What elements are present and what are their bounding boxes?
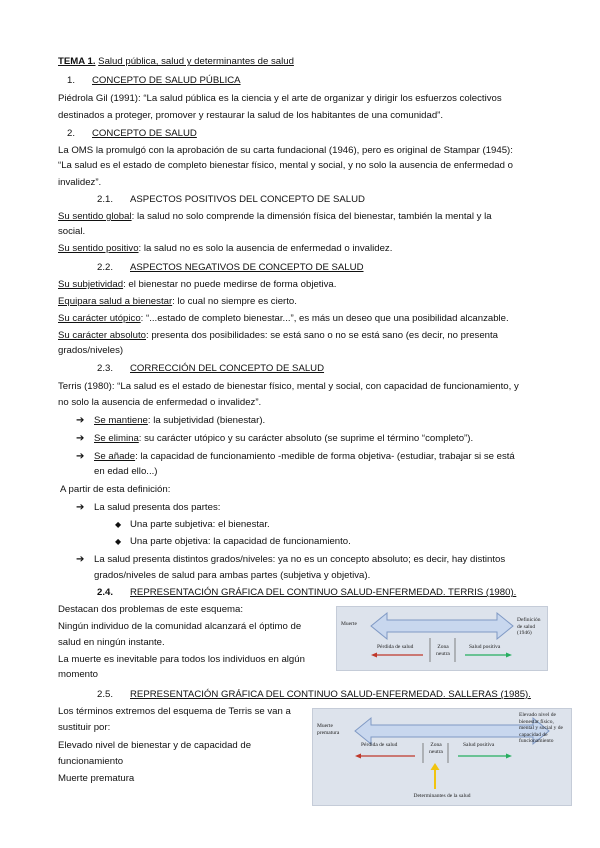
arrow-bullet-icon: ➔ [76,502,85,513]
fig1-loss-label: Pérdida de salud [377,644,414,650]
arrow-bullet-icon: ➔ [76,415,85,426]
utopian [58,313,509,325]
s2-para-line2: “La salud es el estado de completo bienestar físico, mental y social, y no solo la ausencia de enfermedad o [58,160,513,171]
s24-para-intro: Destacan dos problemas de este esquema: [58,604,244,615]
s1-heading: CONCEPTO DE SALUD PÚBLICA [92,75,241,86]
global-sense-label: Su sentido global [58,211,132,222]
s21-number: 2.1. [97,194,114,205]
subjectivity-text: : el bienestar no puede medirse de forma objetiva. [123,279,337,290]
s25-para-line2: sustituir por: [58,722,111,733]
s23-heading: CORRECCIÓN DEL CONCEPTO DE SALUD [130,363,325,374]
arrow-bullet-icon: ➔ [76,451,85,462]
terris-line2: no solo la ausencia de enfermedad o invalidez”. [58,397,262,408]
two-parts: La salud presenta dos partes: [94,502,221,513]
title-text: Salud pública, salud y determinantes de salud [98,56,294,67]
utopian-text: : “...estado de completo bienestar...”, es más un deseo que una posibilidad alcanzable. [140,313,509,324]
s22-heading: ASPECTOS NEGATIVOS DE CONCEPTO DE SALUD [130,262,364,273]
positive-health-arrowhead [506,653,512,658]
from-definition: A partir de esta definición: [60,484,171,495]
diamond-bullet-icon: ◆ [115,520,122,529]
utopian-label: Su carácter utópico [58,313,141,324]
arrow-bullet-icon: ➔ [76,433,85,444]
s24-number: 2.4. [97,587,114,598]
positive-sense-text: : la salud no es solo la ausencia de enfermedad o invalidez. [138,243,393,254]
s25-term2: Muerte prematura [58,773,135,784]
health-loss-arrowhead [371,653,377,658]
s24-problem1-line1: Ningún individuo de la comunidad alcanzará el óptimo de [58,621,302,632]
s2-number: 2. [67,128,76,139]
s22-number: 2.2. [97,262,114,273]
positive-sense [58,243,392,255]
subjectivity-label: Su subjetividad [58,279,124,290]
diamond-bullet-icon: ◆ [115,537,122,546]
fig2-determinants-label: Determinantes de la salud [413,793,471,799]
absolute-line1 [58,330,498,342]
doc-title [58,56,294,68]
s1-para-line1: Piédrola Gil (1991): “La salud pública es la ciencia y el arte de organizar y dirigir los esfuerzos colectivos [58,93,502,104]
maintained-text: : la subjetividad (bienestar). [147,415,266,426]
added-label: Se añade [94,451,136,462]
fig1-left-label: Muerte [341,621,357,627]
eliminated-label: Se elimina [94,433,139,444]
equates-health-text: : lo cual no siempre es cierto. [172,296,297,307]
global-sense-text: : la salud no solo comprende la dimensión física del bienestar, también la mental y la [131,211,492,222]
absolute-label: Su carácter absoluto [58,330,146,341]
health-loss-arrowhead [355,754,361,759]
eliminated-text: : su carácter utópico y su carácter absoluto (se suprime el término “completo”). [138,433,474,444]
fig1-neutral-label: Zona neutra [436,644,450,657]
fig2-health-label: Salud positiva [463,742,495,748]
global-sense-line1 [58,211,492,223]
subjectivity [58,279,336,291]
grades-line1: La salud presenta distintos grados/niveles: ya no es un concepto absoluto; es decir, hay distintos [94,554,506,565]
fig2-neutral-label: Zona neutra [429,742,443,755]
part-objective: Una parte objetiva: la capacidad de funcionamiento. [130,536,351,547]
terris-line1: Terris (1980): “La salud es el estado de bienestar físico, mental y social, con capacidad de funcionamiento, y [58,381,519,392]
double-arrow-shape [371,613,513,639]
equates-health-label: Equipara salud a bienestar [58,296,173,307]
s24-problem2-line2: momento [58,669,98,680]
added-line2: en edad ello...) [94,466,158,477]
s25-term1-line1: Elevado nivel de bienestar y de capacidad de [58,740,252,751]
s24-problem2-line1: La muerte es inevitable para todos los individuos en algún [58,654,305,665]
part-subjective: Una parte subjetiva: el bienestar. [130,519,270,530]
eliminated [94,433,473,445]
fig1-health-label: Salud positiva [469,644,501,650]
title-number: TEMA 1. [58,56,96,67]
s24-heading: REPRESENTACIÓN GRÁFICA DEL CONTINUO SALUD-ENFERMEDAD. TERRIS (1980). [130,587,517,598]
added-line1 [94,451,515,463]
equates-health [58,296,297,308]
global-sense-line2: social. [58,226,86,237]
s25-term1-line2: funcionamiento [58,756,124,767]
positive-sense-label: Su sentido positivo [58,243,139,254]
terris-diagram [336,606,548,671]
fig2-right-label: Elevado nivel de bienestar físico, mental y social y de capacidad de funcionamiento [519,712,563,744]
s23-number: 2.3. [97,363,114,374]
s2-para-line3: invalidez”. [58,177,102,188]
s1-number: 1. [67,75,76,86]
s25-heading: REPRESENTACIÓN GRÁFICA DEL CONTINUO SALUD-ENFERMEDAD. SALLERAS (1985). [130,689,531,700]
maintained [94,415,265,427]
fig1-right-label: Definición de salud (1946) [517,617,541,636]
fig2-left-label: Muerte prematura [317,723,340,736]
absolute-text: : presenta dos posibilidades: se está sano o no se está sano (es decir, no presenta [146,330,498,341]
grades-line2: grados/niveles de salud para ambas partes (subjetiva y objetiva). [94,570,371,581]
positive-health-arrowhead [506,754,512,759]
s21-heading: ASPECTOS POSITIVOS DEL CONCEPTO DE SALUD [130,194,365,205]
added-text: : la capacidad de funcionamiento -medible de forma objetiva- (estudiar, trabajar si se está [135,451,515,462]
maintained-label: Se mantiene [94,415,148,426]
s1-para-line2: destinados a proteger, promover y restaurar la salud de los habitantes de una comunidad”. [58,110,444,121]
fig2-loss-label: Pérdida de salud [361,742,398,748]
determinants-arrowhead [431,763,440,770]
s2-para-line1: La OMS la promulgó con la aprobación de su carta fundacional (1946), pero es original de Stampar (1945): [58,145,513,156]
terris-diagram-svg [337,607,547,670]
absolute-line2: grados/niveles) [58,345,124,356]
arrow-bullet-icon: ➔ [76,554,85,565]
s2-heading: CONCEPTO DE SALUD [92,128,197,139]
s25-number: 2.5. [97,689,114,700]
salleras-diagram [312,708,572,806]
s25-para-line1: Los términos extremos del esquema de Terris se van a [58,706,291,717]
s24-problem1-line2: salud en ningún instante. [58,637,165,648]
